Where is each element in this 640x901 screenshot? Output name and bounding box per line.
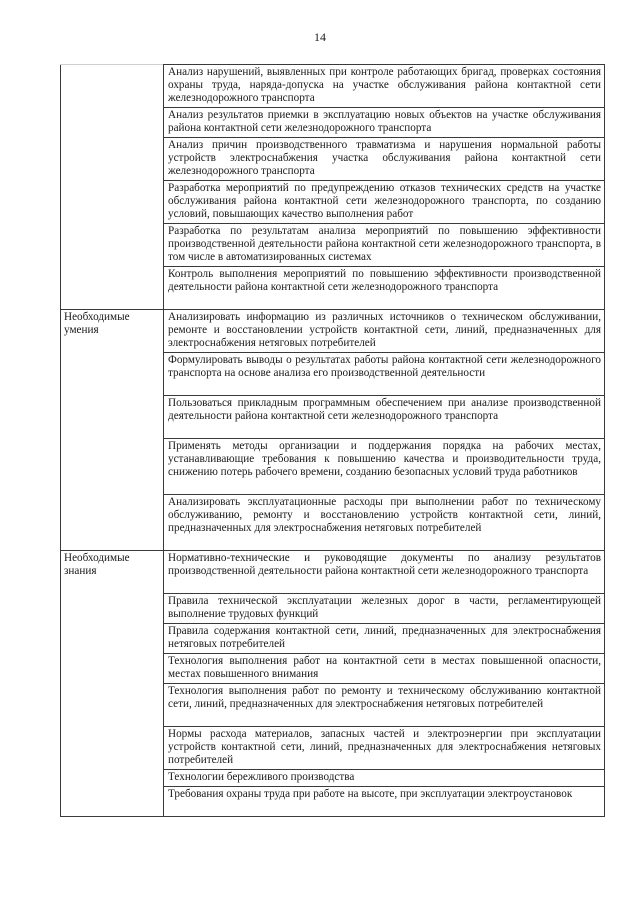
- table-row: [61, 65, 605, 108]
- table-cell: Анализировать информацию из различных источников о техническом обслуживании, ремонте и восстановлении устройств контактной сети, линий, предназначенных для электроснабжения нетяговых потребителей: [164, 310, 605, 353]
- competency-table: [60, 64, 605, 817]
- section-label-continued: [61, 65, 164, 310]
- table-cell: Формулировать выводы о результатах работы района контактной сети железнодорожного транспорта на основе анализа его производственной деятельности: [164, 353, 605, 396]
- table-row: [61, 310, 605, 353]
- table-cell: Требования охраны труда при работе на высоте, при эксплуатации электроустановок: [164, 787, 605, 817]
- table-cell: Контроль выполнения мероприятий по повышению эффективности производственной деятельности района контактной сети железнодорожного транспорта: [164, 267, 605, 310]
- section-label-knowledge: Необходимые знания: [61, 551, 164, 817]
- table-cell: Анализировать эксплуатационные расходы при выполнении работ по техническому обслуживанию, ремонту и восстановлению устройств контактной сети, линий, предназначенных для электроснабжения нетяговых потребителей: [164, 495, 605, 551]
- table-cell: Нормы расхода материалов, запасных частей и электроэнергии при эксплуатации устройств контактной сети, линий, предназначенных для электроснабжения нетяговых потребителей: [164, 727, 605, 770]
- table-cell: Нормативно-технические и руководящие документы по анализу результатов производственной деятельности района контактной сети железнодорожного транспорта: [164, 551, 605, 594]
- table-cell: Анализ результатов приемки в эксплуатацию новых объектов на участке обслуживания района контактной сети железнодорожного транспорта: [164, 108, 605, 138]
- table-cell: Разработка мероприятий по предупреждению отказов технических средств на участке обслуживания района контактной сети железнодорожного транспорта, по созданию условий, повышающих качество выполнения работ: [164, 181, 605, 224]
- table-cell: Правила технической эксплуатации железных дорог в части, регламентирующей выполнение трудовых функций: [164, 594, 605, 624]
- table-cell: Технология выполнения работ по ремонту и техническому обслуживанию контактной сети, линий, предназначенных для электроснабжения нетяговых потребителей: [164, 684, 605, 727]
- page-number: 14: [314, 30, 326, 44]
- table-cell: Применять методы организации и поддержания порядка на рабочих местах, устанавливающие требования к повышению качества и производительности труда, снижению потерь рабочего времени, созданию безопасных условий труда работников: [164, 439, 605, 495]
- table-cell: Технология выполнения работ на контактной сети в местах повышенной опасности, местах повышенного внимания: [164, 654, 605, 684]
- table-cell: Анализ причин производственного травматизма и нарушения нормальной работы устройств электроснабжения участка обслуживания района контактной сети железнодорожного транспорта: [164, 138, 605, 181]
- table-cell: Технологии бережливого производства: [164, 770, 605, 787]
- table-cell: Разработка по результатам анализа мероприятий по повышению эффективности производственной деятельности района контактной сети железнодорожного транспорта, в том числе в автоматизированных системах: [164, 224, 605, 267]
- table-cell: Правила содержания контактной сети, линий, предназначенных для электроснабжения нетяговых потребителей: [164, 624, 605, 654]
- section-label-skills: Необходимые умения: [61, 310, 164, 551]
- table-row: [61, 551, 605, 594]
- table-cell: Анализ нарушений, выявленных при контроле работающих бригад, проверках состояния охраны труда, наряда-допуска на участке обслуживания района контактной сети железнодорожного транспорта: [164, 65, 605, 108]
- table-cell: Пользоваться прикладным программным обеспечением при анализе производственной деятельности района контактной сети железнодорожного транспорта: [164, 396, 605, 439]
